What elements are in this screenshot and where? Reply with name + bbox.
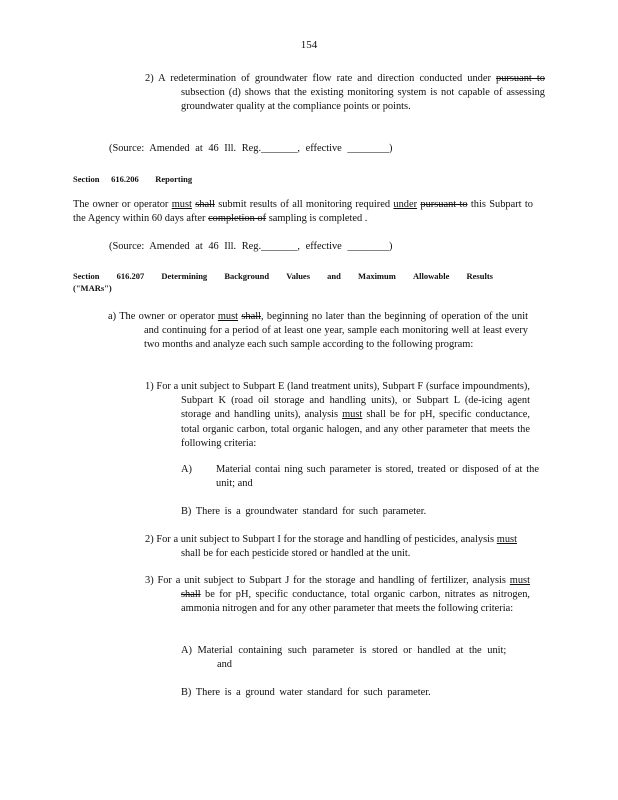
reporting-text-4: sampling is completed . — [268, 213, 368, 225]
heading-word: Background — [224, 271, 270, 281]
reporting-text-3: this Subpart to the Agency within 60 days after — [73, 199, 533, 225]
inserted-must: must — [509, 575, 530, 586]
para-a1-text-cont: shall be for pH, specific conductance, total organic carbon, total organic halogen, and any other parameter that meets the following criteria: — [181, 409, 530, 449]
struck-shall: shall — [181, 589, 201, 601]
inserted-must: must — [496, 534, 517, 545]
para-a2-label: 2) For — [145, 534, 171, 545]
para-a3-label: 3) For — [145, 575, 172, 586]
inserted-under: under — [393, 199, 418, 210]
reporting-text-2: submit results of all monitoring required — [218, 199, 391, 210]
paragraph-a3-B: B) There is a ground water standard for such parameter. — [181, 687, 431, 698]
para-a3-text: a unit subject to Subpart J for the storage and handling of fertilizer, analysis — [175, 575, 506, 586]
section-number: 616.207 — [116, 271, 145, 281]
heading-word: Allowable — [412, 271, 450, 281]
paragraph-a1 — [145, 380, 530, 451]
para-a2-text-cont: shall be for each pesticide stored or handled at the unit. — [181, 548, 411, 560]
para-a1-A-label: A) — [181, 464, 192, 475]
paragraph-a1-A — [181, 463, 539, 491]
heading-word: Results — [466, 271, 493, 281]
para-a-text: owner or operator — [138, 311, 215, 322]
struck-pursuant-to: pursuant to — [496, 73, 546, 84]
paragraph-a3 — [145, 574, 530, 617]
para-a-text-cont: , beginning no later than the beginning of operation of the unit and continuing for a period of at least one year, sample each monitoring well at least every two months and analyze each such sample according to the following program: — [144, 311, 528, 351]
paragraph-a2 — [145, 533, 517, 561]
para-2-text: redetermination of groundwater flow rate and direction conducted under — [170, 73, 491, 84]
struck-shall: shall — [241, 311, 261, 322]
section-206-heading — [73, 173, 192, 185]
para-2-label: 2) A — [145, 73, 166, 84]
para-a2-text: a unit subject to Subpart I for the storage and handling of pesticides, analysis — [173, 534, 495, 545]
paragraph-2 — [145, 72, 545, 115]
para-a1-label: 1) For — [145, 381, 171, 392]
section-number: 616.206 — [111, 174, 139, 184]
paragraph-a3-A — [181, 644, 521, 672]
paragraph-a — [108, 310, 528, 353]
section-title: Reporting — [155, 174, 193, 184]
heading-word: Maximum — [358, 271, 396, 281]
inserted-must: must — [171, 199, 192, 210]
para-a1-A-text: Material contai ning such parameter is stored, treated or disposed of at the unit; and — [216, 464, 539, 490]
source-note-1: (Source: Amended at 46 Ill. Reg._______, effective ________) — [109, 143, 393, 154]
page-number: 154 — [300, 39, 318, 51]
inserted-must: must — [342, 409, 363, 421]
struck-shall: shall — [195, 199, 215, 210]
inserted-must: must — [217, 311, 239, 322]
heading-word: Values — [286, 271, 311, 281]
paragraph-a1-B: B) There is a groundwater standard for such parameter. — [181, 506, 427, 517]
section-207-heading — [73, 270, 493, 294]
struck-pursuant-to: pursuant to — [420, 199, 468, 210]
para-a3-A-label: A) Material — [181, 645, 233, 656]
reporting-text: The owner or operator — [73, 199, 169, 210]
section-title-line-2: ("MARs") — [73, 283, 112, 293]
para-a-label: a) The — [108, 311, 136, 322]
struck-completion-of: completion of — [208, 213, 267, 225]
heading-word: and — [327, 271, 341, 281]
source-note-2: (Source: Amended at 46 Ill. Reg._______, effective ________) — [109, 241, 393, 252]
section-label: Section — [73, 174, 100, 184]
para-a3-A-text: containing such parameter is stored or handled at the unit; — [238, 645, 507, 656]
para-2-text-cont: subsection (d) shows that the existing monitoring system is not capable of assessing groundwater quality at the compliance points or points. — [181, 87, 545, 113]
para-a1-text: a unit subject to Subpart E (land treatment units), Subpart F (surface impoundments), Subpart K (road oil storage and handling units), or Subpart L (de-icing agent storage and handling units), analysis — [173, 381, 530, 421]
para-a3-text-cont: be for pH, specific conductance, total organic carbon, nitrates as nitrogen, ammonia nitrogen and for any other parameter that meets the following criteria: — [181, 589, 530, 615]
heading-word: Determining — [161, 271, 208, 281]
section-label: Section — [73, 271, 100, 281]
para-a3-A-and: and — [217, 659, 233, 671]
reporting-paragraph — [73, 198, 533, 226]
